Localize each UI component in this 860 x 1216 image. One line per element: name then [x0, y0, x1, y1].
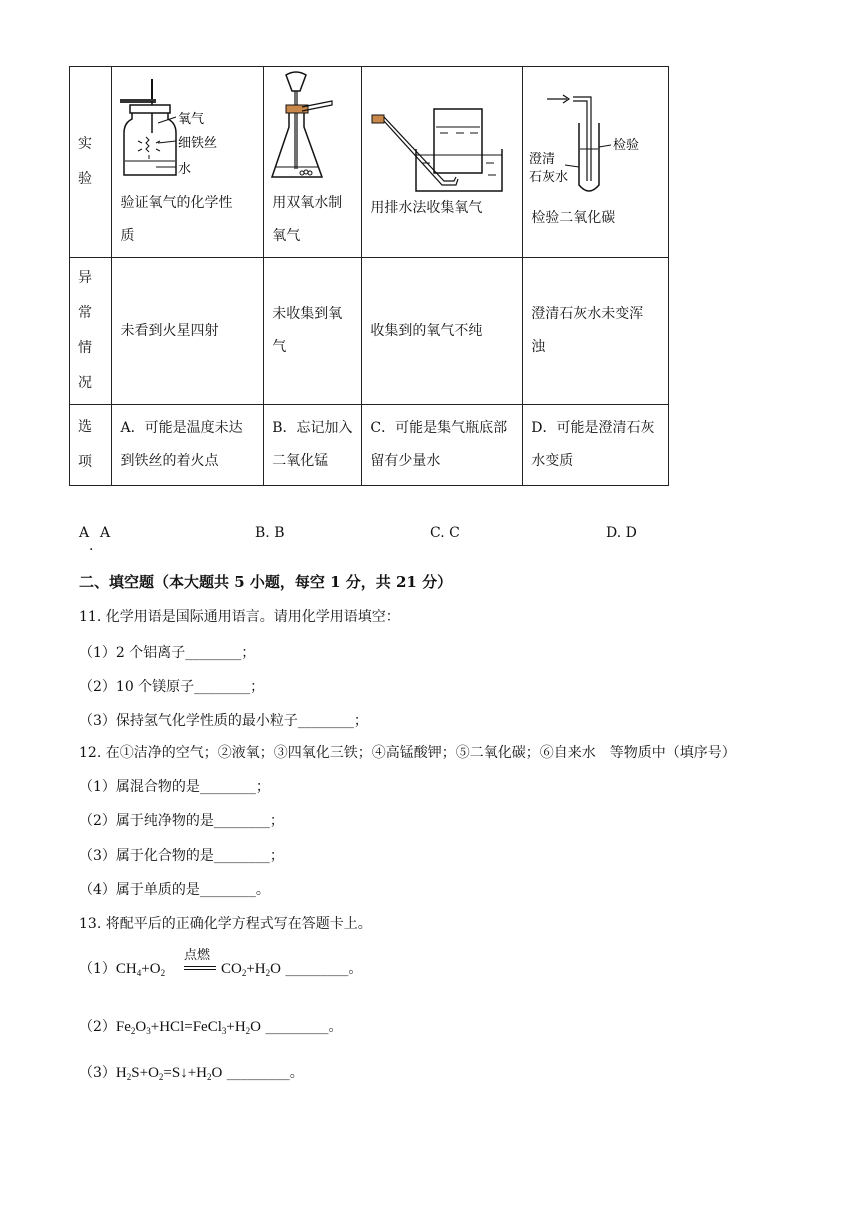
- row-header-experiment: [70, 67, 112, 258]
- choice-cell: [264, 405, 362, 486]
- reaction-condition: 点燃: [184, 948, 211, 963]
- abnormal-cell: [264, 258, 362, 405]
- q12-item-3: （3）属于化合物的是________；: [79, 848, 284, 864]
- experiment-caption: [120, 187, 232, 253]
- q11-stem: 11. 化学用语是国际通用语言。请用化学用语填空：: [79, 609, 400, 625]
- equation-number: （2）: [79, 1019, 116, 1035]
- abnormal-cell: [112, 258, 264, 405]
- equation-1: [79, 958, 165, 978]
- equation-number: （1）: [79, 961, 116, 977]
- cell-line: 留有少量水: [370, 453, 441, 469]
- choice-cell: [523, 405, 669, 486]
- row-header-char: 况: [78, 375, 92, 391]
- label-water: 水: [178, 162, 192, 177]
- cell-line: A．可能是温度未达: [120, 420, 243, 436]
- cell-line: 未收集到氧: [272, 306, 343, 322]
- row-header-choices: [70, 405, 112, 486]
- choice-cell: [362, 405, 523, 486]
- cell-line: D．可能是澄清石灰: [531, 420, 655, 436]
- equation-2: [79, 1016, 342, 1036]
- q13-stem: 13. 将配平后的正确化学方程式写在答题卡上。: [79, 916, 372, 932]
- cell-line: 水变质: [531, 453, 574, 469]
- option-b[interactable]: B. B: [255, 525, 285, 541]
- label-limewater: 石灰水: [529, 170, 569, 185]
- cell-line: 气: [272, 339, 287, 355]
- option-a-dot: .: [89, 538, 94, 554]
- choice-cell: [112, 405, 264, 486]
- caption-line: 用双氧水制: [272, 195, 343, 211]
- experiment-caption: [531, 202, 615, 235]
- equation-2-body: $Fe_2O_3+HCl=FeCl_3+H_2O$: [115, 1019, 262, 1036]
- answer-blank: _________。: [222, 1065, 304, 1081]
- label-oxygen: 氧气: [178, 112, 205, 127]
- answer-blank: _________。: [280, 961, 363, 977]
- q12-item-1: （1）属混合物的是________；: [79, 779, 270, 795]
- answer-options: [79, 525, 679, 554]
- q11-item-3: （3）保持氢气化学性质的最小粒子________；: [79, 713, 368, 729]
- q11-item-1: （1）2 个铝离子________；: [79, 645, 256, 661]
- down-arrow-icon: ↓: [180, 1065, 188, 1081]
- equation-number: （3）: [79, 1065, 116, 1081]
- iron-burning-diagram: [116, 71, 261, 201]
- experiment-cell-iron: [112, 67, 264, 258]
- abnormal-cell: [523, 258, 669, 405]
- answer-blank: _________。: [261, 1019, 343, 1035]
- cell-line: C．可能是集气瓶底部: [370, 420, 508, 436]
- label-iron-wire: 细铁丝: [178, 136, 218, 151]
- experiment-cell-peroxide: [264, 67, 362, 258]
- cell-line: 收集到的氧气不纯: [370, 322, 483, 339]
- option-a[interactable]: A: [100, 525, 111, 541]
- cell-line: 浊: [531, 339, 546, 355]
- option-d[interactable]: D. D: [606, 525, 637, 541]
- label-test: 检验: [613, 138, 640, 153]
- row-header-char: 实: [78, 136, 92, 152]
- row-header-char: 验: [78, 171, 92, 187]
- equation-3-body: $H_2S+O_2=S↓+H_2O$: [115, 1065, 223, 1082]
- q12-stem: 12. 在①洁净的空气；②液氧；③四氧化三铁；④高锰酸钾；⑤二氧化碳；⑥自来水 等物质中（填序号）: [79, 745, 736, 761]
- caption-line: 质: [120, 228, 135, 244]
- caption-line: 验证氧气的化学性: [120, 195, 233, 211]
- equals-sign: [184, 966, 216, 970]
- q11-item-2: （2）10 个镁原子________；: [79, 679, 265, 695]
- abnormal-cell: [362, 258, 523, 405]
- table-row-choices: [70, 405, 669, 486]
- row-header-char: 异: [78, 270, 92, 286]
- table-row-abnormal: [70, 258, 669, 405]
- cell-line: 到铁丝的着火点: [120, 453, 219, 469]
- q12-item-4: （4）属于单质的是________。: [79, 882, 270, 898]
- caption-line: 检验二氧化碳: [531, 210, 616, 226]
- row-header-abnormal: [70, 258, 112, 405]
- option-c[interactable]: C. C: [430, 525, 460, 541]
- q12-item-2: （2）属于纯净物的是________；: [79, 813, 284, 829]
- row-header-char: 选: [78, 419, 92, 435]
- peroxide-flask-diagram: [268, 69, 360, 194]
- label-clear: 澄清: [529, 152, 556, 167]
- experiment-caption: [370, 192, 482, 225]
- row-header-char: 常: [78, 305, 92, 321]
- table-row-experiment: [70, 67, 669, 258]
- experiment-caption: [272, 187, 342, 253]
- row-header-char: 情: [78, 340, 92, 356]
- cell-line: 澄清石灰水未变浑: [531, 306, 644, 322]
- co2-test-diagram: [527, 87, 667, 212]
- cell-line: B．忘记加入: [272, 420, 353, 436]
- option-a-letter[interactable]: A: [79, 525, 90, 541]
- experiment-table: [69, 66, 669, 486]
- equation-1-products: $CO_2+H_2O$ _________。: [221, 961, 363, 978]
- caption-line: 用排水法收集氧气: [370, 200, 483, 216]
- equation-3: [79, 1062, 304, 1082]
- experiment-cell-water-collection: [362, 67, 523, 258]
- experiment-cell-co2-test: [523, 67, 669, 258]
- cell-line: 未看到火星四射: [120, 322, 219, 339]
- row-header-char: 项: [78, 454, 92, 470]
- equation-1-reactants: $CH_4+O_2$: [115, 961, 166, 978]
- section-title: 二、填空题（本大题共 5 小题，每空 1 分，共 21 分）: [79, 573, 453, 591]
- caption-line: 氧气: [272, 228, 301, 244]
- cell-line: 二氧化锰: [272, 453, 329, 469]
